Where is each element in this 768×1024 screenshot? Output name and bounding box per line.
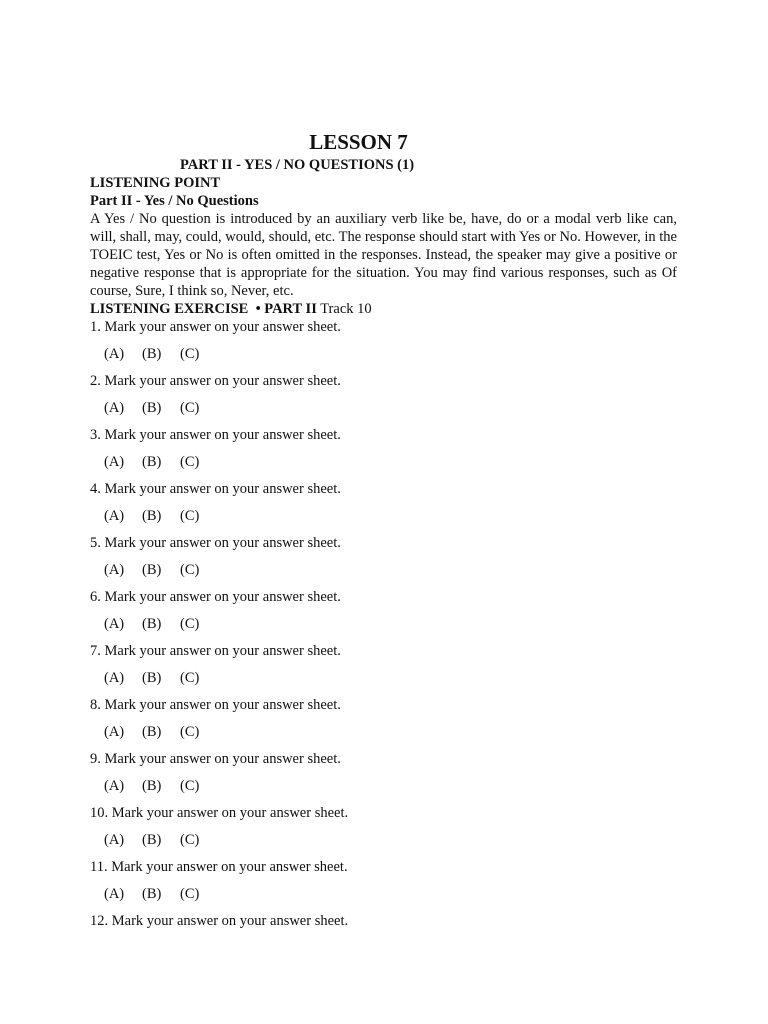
option-b[interactable]: (B) xyxy=(142,724,162,740)
answer-options xyxy=(104,561,677,579)
option-c[interactable]: (C) xyxy=(180,454,200,470)
option-c[interactable]: (C) xyxy=(180,562,200,578)
answer-options xyxy=(104,399,677,417)
answer-options xyxy=(104,345,677,363)
lesson-title: LESSON 7 xyxy=(309,130,408,154)
question-item: 1. Mark your answer on your answer sheet. xyxy=(90,319,341,335)
option-c[interactable]: (C) xyxy=(180,670,200,686)
track-label: Track 10 xyxy=(316,301,372,317)
answer-options xyxy=(104,723,677,741)
question-list xyxy=(90,318,677,930)
option-b[interactable]: (B) xyxy=(142,562,162,578)
option-a[interactable]: (A) xyxy=(104,778,125,794)
document-page xyxy=(90,128,677,930)
listening-point-heading: LISTENING POINT xyxy=(90,175,221,191)
question-item: 9. Mark your answer on your answer sheet. xyxy=(90,751,341,767)
option-c[interactable]: (C) xyxy=(180,508,200,524)
option-c[interactable]: (C) xyxy=(180,346,200,362)
option-c[interactable]: (C) xyxy=(180,400,200,416)
exercise-heading xyxy=(90,300,677,318)
answer-options xyxy=(104,507,677,525)
question-item: 8. Mark your answer on your answer sheet. xyxy=(90,697,341,713)
option-b[interactable]: (B) xyxy=(142,454,162,470)
answer-options xyxy=(104,669,677,687)
option-a[interactable]: (A) xyxy=(104,616,125,632)
option-c[interactable]: (C) xyxy=(180,778,200,794)
question-item: 4. Mark your answer on your answer sheet. xyxy=(90,481,341,497)
question-item: 6. Mark your answer on your answer sheet. xyxy=(90,589,341,605)
option-b[interactable]: (B) xyxy=(142,616,162,632)
question-item: 10. Mark your answer on your answer sheet. xyxy=(90,805,349,821)
question-item: 11. Mark your answer on your answer sheet. xyxy=(90,859,348,875)
option-a[interactable]: (A) xyxy=(104,346,125,362)
option-a[interactable]: (A) xyxy=(104,562,125,578)
answer-options xyxy=(104,777,677,795)
answer-options xyxy=(104,885,677,903)
option-b[interactable]: (B) xyxy=(142,346,162,362)
option-a[interactable]: (A) xyxy=(104,724,125,740)
answer-options xyxy=(104,453,677,471)
option-a[interactable]: (A) xyxy=(104,670,125,686)
option-b[interactable]: (B) xyxy=(142,886,162,902)
option-a[interactable]: (A) xyxy=(104,454,125,470)
option-c[interactable]: (C) xyxy=(180,832,200,848)
option-a[interactable]: (A) xyxy=(104,508,125,524)
question-item: 2. Mark your answer on your answer sheet. xyxy=(90,373,341,389)
option-c[interactable]: (C) xyxy=(180,616,200,632)
explanation-paragraph: A Yes / No question is introduced by an auxiliary verb like be, have, do or a modal verb like can, will, shall, may, could, would, should, etc. The response should start with Yes or No. However, in the TOEIC test, Yes or No is often omitted in the responses. Instead, the speaker may give a positive or negative response that is appropriate for the situation. You may find various responses, such as Of course, Sure, I think so, Never, etc. xyxy=(90,211,677,299)
option-a[interactable]: (A) xyxy=(104,400,125,416)
part-heading: PART II - YES / NO QUESTIONS (1) xyxy=(180,157,415,173)
answer-options xyxy=(104,831,677,849)
question-item: 3. Mark your answer on your answer sheet. xyxy=(90,427,341,443)
option-b[interactable]: (B) xyxy=(142,778,162,794)
option-b[interactable]: (B) xyxy=(142,508,162,524)
option-a[interactable]: (A) xyxy=(104,886,125,902)
option-c[interactable]: (C) xyxy=(180,886,200,902)
option-c[interactable]: (C) xyxy=(180,724,200,740)
option-a[interactable]: (A) xyxy=(104,832,125,848)
option-b[interactable]: (B) xyxy=(142,832,162,848)
question-item: 5. Mark your answer on your answer sheet. xyxy=(90,535,341,551)
option-b[interactable]: (B) xyxy=(142,400,162,416)
question-item: 12. Mark your answer on your answer sheet. xyxy=(90,913,349,929)
answer-options xyxy=(104,615,677,633)
option-b[interactable]: (B) xyxy=(142,670,162,686)
exercise-label: LISTENING EXERCISE • PART II xyxy=(90,301,317,317)
question-item: 7. Mark your answer on your answer sheet. xyxy=(90,643,341,659)
section-subheading: Part II - Yes / No Questions xyxy=(90,193,259,209)
